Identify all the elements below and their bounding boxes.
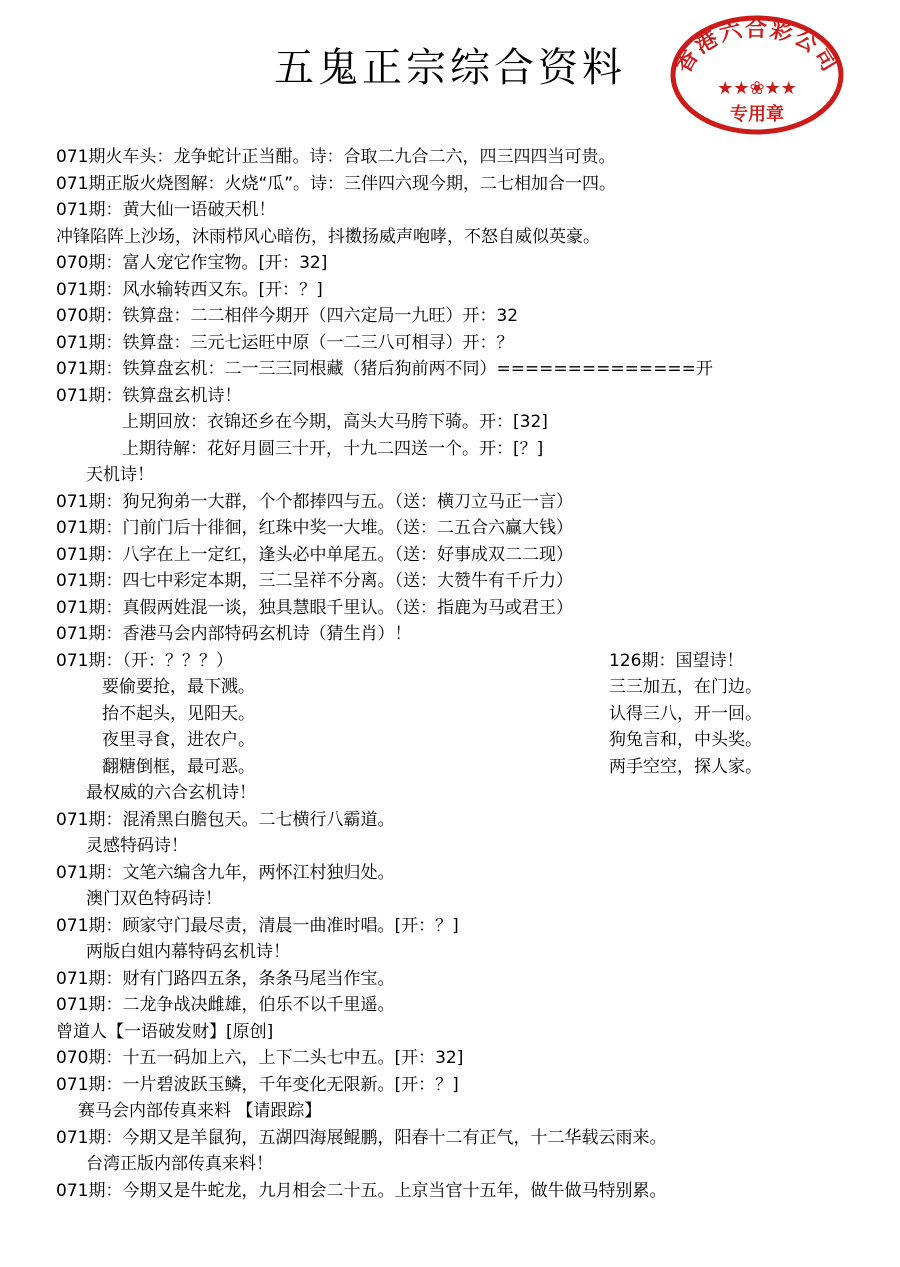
text-line: 071期：今期又是牛蛇龙，九月相会二十五。上京当官十五年，做牛做马特别累。: [56, 1180, 667, 1201]
text-line: 070期：铁算盘：二二相伴今期开（四六定局一九旺）开：32: [56, 306, 519, 326]
poem-line-right: 狗兔言和，中头奖。: [609, 730, 762, 750]
text-line: 071期：四七中彩定本期，三二呈祥不分离。（送：大赞牛有千斤力）: [56, 571, 573, 591]
document-body: [56, 144, 856, 1204]
section-heading: 台湾正版内部传真来料！: [86, 1154, 273, 1174]
text-line: 071期：香港马会内部特码玄机诗（猜生肖）！: [56, 624, 412, 644]
seal-stars: ★★❀★★: [717, 78, 797, 99]
section-heading: 最权威的六合玄机诗！: [86, 783, 256, 803]
section-heading: 赛马会内部传真来料 【请跟踪】: [78, 1101, 322, 1121]
text-line: 071期：文笔六编含九年，两怀江村独归处。: [56, 862, 395, 883]
text-line: 071期：黄大仙一语破天机！: [56, 200, 276, 220]
text-line: [56, 648, 856, 675]
poem-line-left: 翻糖倒框，最可恶。: [102, 756, 255, 777]
poem-line: [56, 727, 856, 754]
poem-line: [56, 701, 856, 728]
section-heading: 曾道人【一语破发财】[原创]: [56, 1021, 274, 1042]
poem-line: [56, 674, 856, 701]
poem-line-right: 认得三八，开一回。: [609, 703, 762, 724]
page-title: 五鬼正宗综合资料: [274, 45, 626, 91]
section-heading: 澳门双色特码诗！: [86, 889, 222, 909]
text-line: 冲锋陷阵上沙场，沐雨栉风心暗伤，抖擞扬威声咆哮，不怒自威似英豪。: [56, 226, 600, 247]
section-heading: 灵感特码诗！: [86, 836, 188, 856]
text-line: 071期：一片碧波跃玉鳞，千年变化无限新。[开：？]: [56, 1074, 459, 1095]
text-line: 071期：铁算盘玄机诗！: [56, 385, 242, 406]
text-line-left: 071期：（开：？？？）: [56, 650, 233, 671]
seal-top-text: 香港六合彩公司: [671, 17, 843, 78]
text-line: 071期：铁算盘：三元七运旺中原（一二三八可相寻）开：？: [56, 332, 514, 353]
poem-line-left: 要偷要抢，最下溅。: [102, 677, 255, 697]
text-line: 071期：门前门后十徘徊，红珠中奖一大堆。（送：二五合六赢大钱）: [56, 518, 573, 538]
text-line: 071期：今期又是羊鼠狗，五湖四海展鲲鹏，阳春十二有正气，十二华载云雨来。: [56, 1127, 667, 1148]
seal-bottom-text: 专用章: [730, 104, 784, 125]
text-line: 071期：风水输转西又东。[开：？]: [56, 279, 323, 300]
poem-line-left: 抬不起头，见阳天。: [102, 703, 255, 724]
text-line: 071期：真假两姓混一谈，独具慧眼千里认。（送：指鹿为马或君王）: [56, 597, 573, 618]
text-line: 071期：混淆黑白膽包天。二七横行八霸道。: [56, 809, 395, 830]
poem-line-right: 三三加五，在门边。: [609, 677, 762, 697]
text-line: 071期：狗兄狗弟一大群，个个都捧四与五。（送：横刀立马正一言）: [56, 491, 573, 512]
text-line: 071期火车头：龙争蛇计正当酣。诗：合取二九合二六，四三四四当可贵。: [56, 147, 616, 167]
text-line: 071期：顾家守门最尽责，清晨一曲准时唱。[开：？]: [56, 915, 459, 936]
text-line: 上期待解：花好月圆三十开，十九二四送一个。开：[？]: [122, 438, 544, 459]
right-column-heading: 126期：国望诗！: [609, 650, 744, 671]
text-line: 070期：十五一码加上六，上下二头七中五。[开：32]: [56, 1048, 464, 1068]
poem-line-right: 两手空空，探人家。: [609, 756, 762, 777]
text-line: 071期：铁算盘玄机：二一三三同根藏（猪后狗前两不同）==============开: [56, 359, 713, 379]
poem-line: [56, 754, 856, 781]
text-line: 071期：八字在上一定红，逢头必中单尾五。（送：好事成双二二现）: [56, 544, 573, 565]
poem-line-left: 夜里寻食，进农户。: [102, 730, 255, 750]
text-line: 071期：二龙争战决雌雄，伯乐不以千里遥。: [56, 995, 395, 1015]
section-heading: 天机诗！: [86, 465, 154, 485]
company-seal: [669, 14, 845, 136]
text-line: 070期：富人宠它作宝物。[开：32]: [56, 253, 328, 273]
text-line: 071期正版火烧图解：火烧“瓜”。诗：三伴四六现今期，二七相加合一四。: [56, 173, 617, 194]
text-line: 071期：财有门路四五条，条条马尾当作宝。: [56, 968, 395, 989]
section-heading: 两版白姐内幕特码玄机诗！: [86, 942, 290, 962]
text-line: 上期回放：衣锦还乡在今期，高头大马胯下骑。开：[32]: [122, 412, 548, 432]
